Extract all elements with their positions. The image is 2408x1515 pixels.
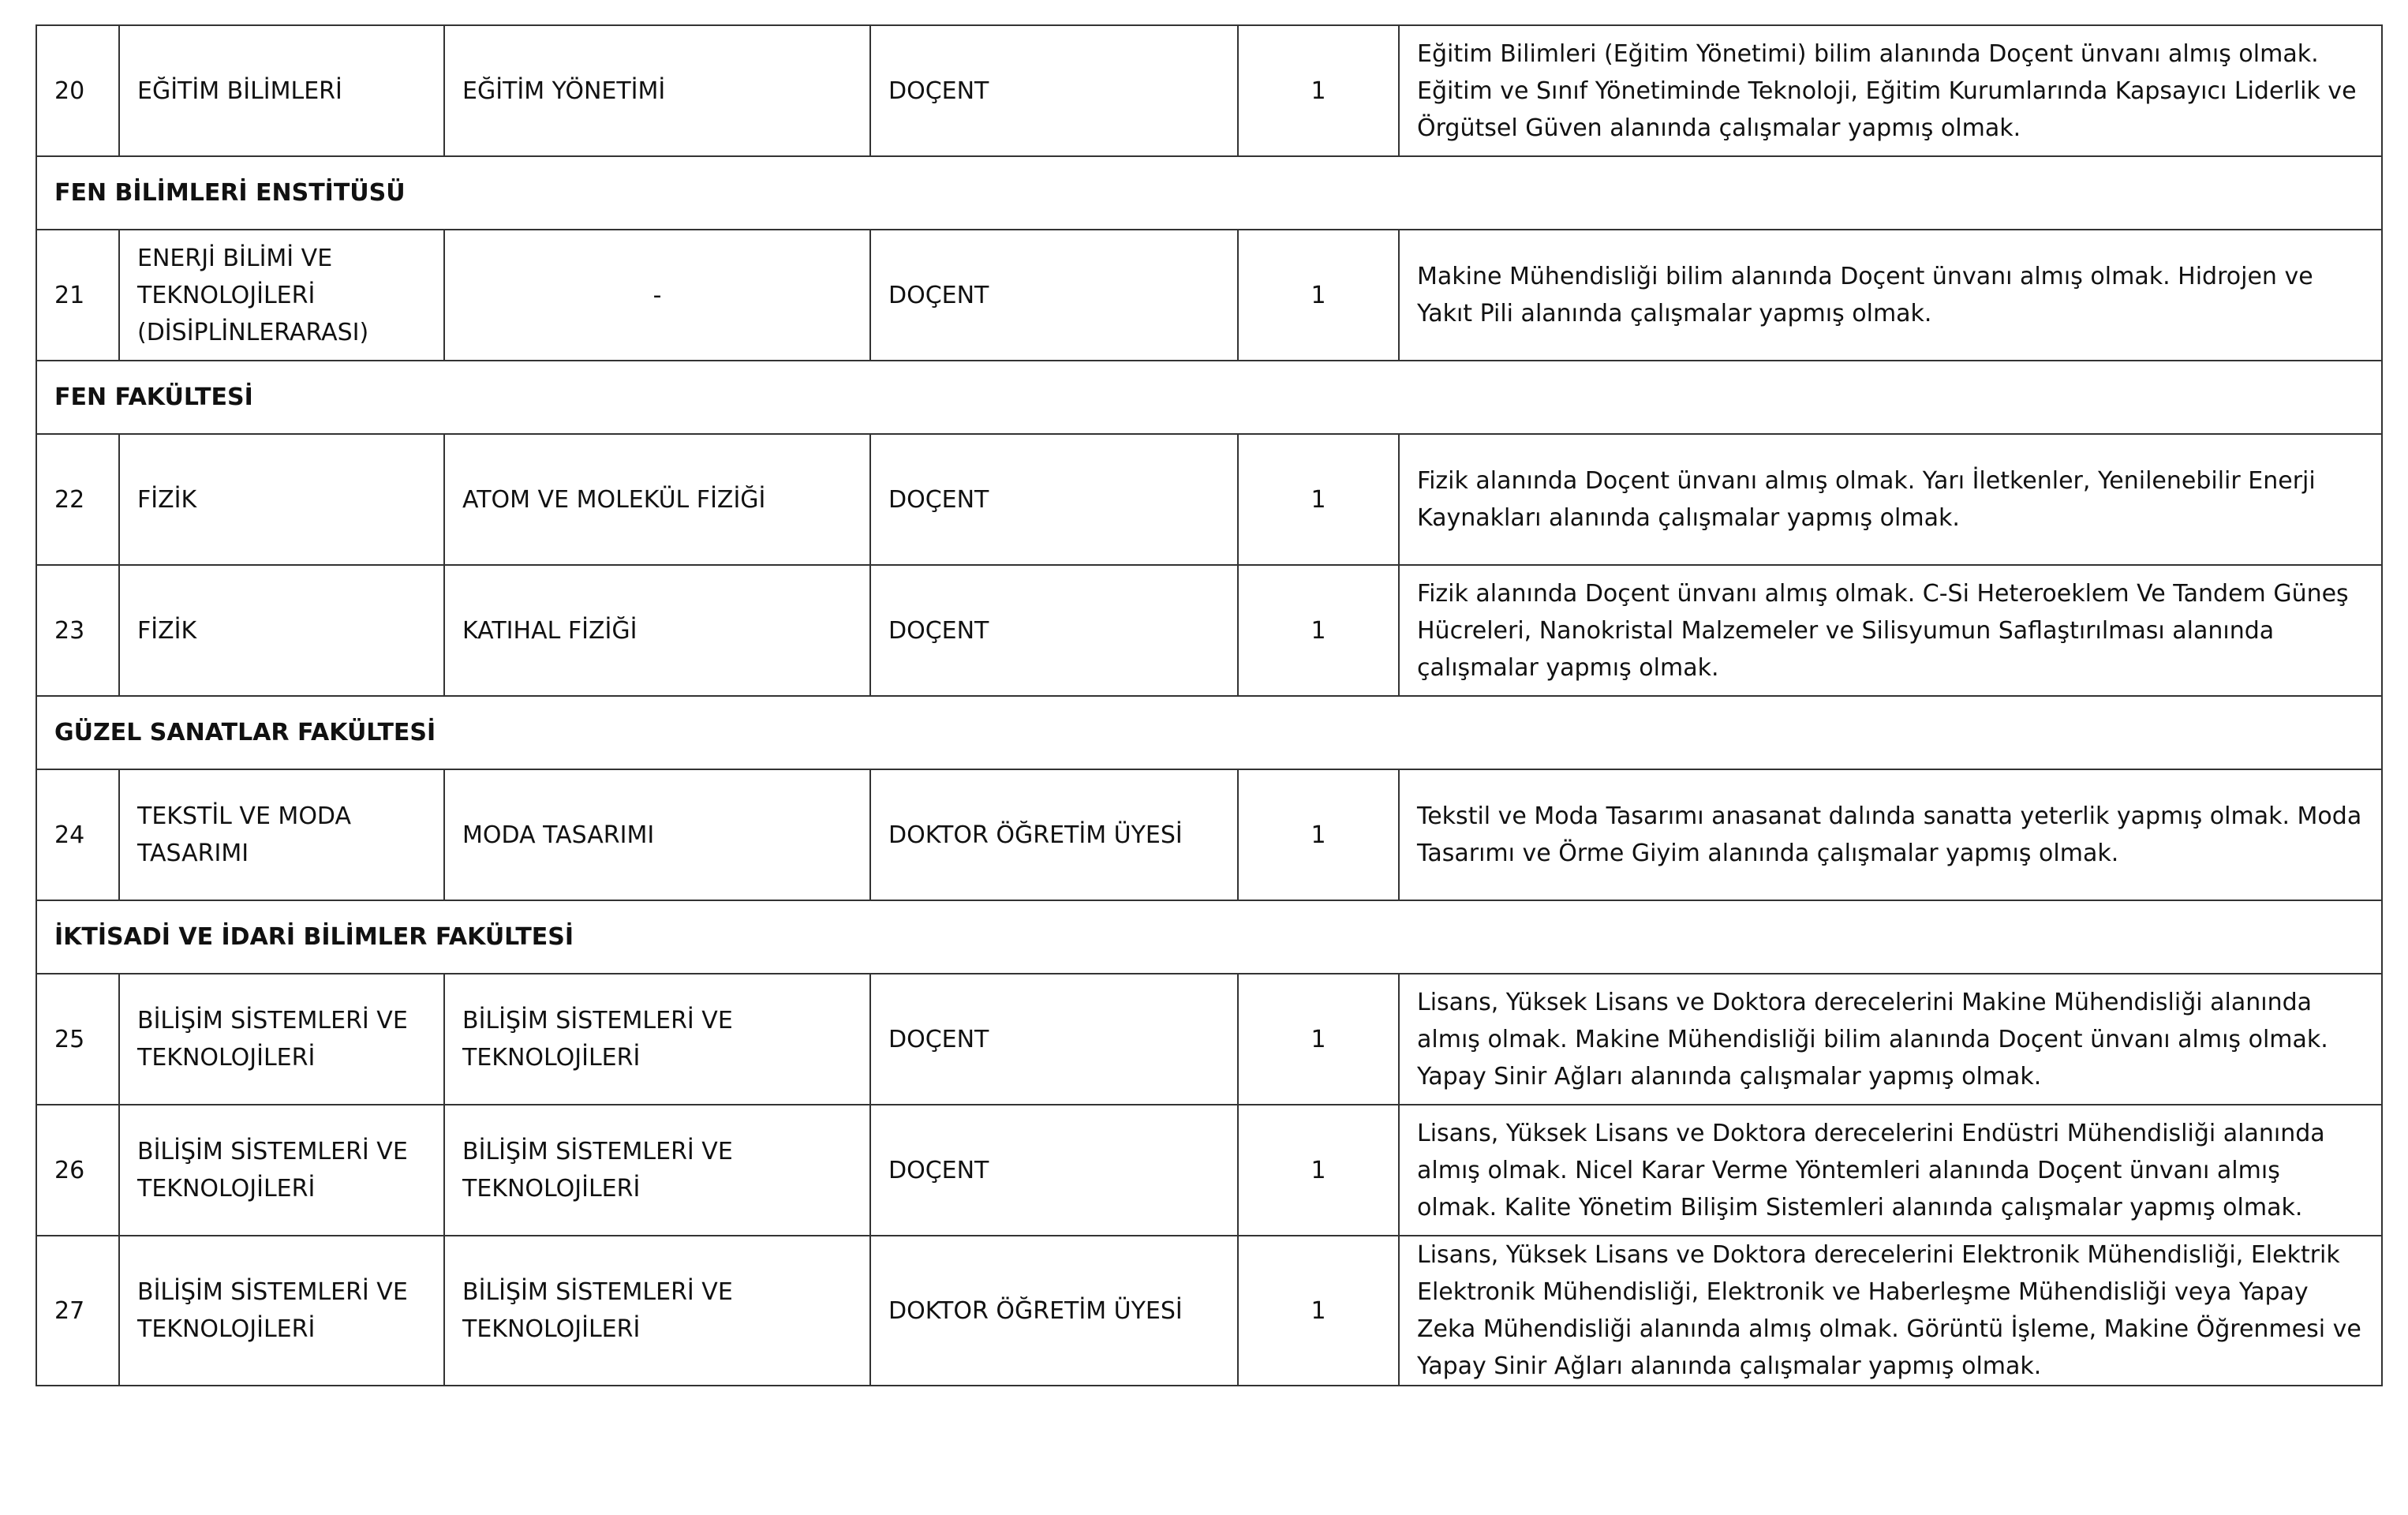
requirement-cell: Makine Mühendisliği bilim alanında Doçent ünvanı almış olmak. Hidrojen ve Yakıt Pili alanında çalışmalar yapmış olmak.: [1399, 230, 2382, 361]
position-count-cell: 1: [1238, 769, 1399, 900]
academic-title-cell: DOÇENT: [870, 230, 1238, 361]
subdepartment-cell: ATOM VE MOLEKÜL FİZİĞİ: [444, 434, 870, 565]
requirement-cell: Lisans, Yüksek Lisans ve Doktora derecelerini Elektronik Mühendisliği, Elektrik Elektronik Mühendisliği, Elektronik ve Haberleşme Mühendisliği veya Yapay Zeka Mühendisliği alanında almış olmak. Görüntü İşleme, Makine Öğrenmesi ve Yapay Sinir Ağları alanında çalışmalar yapmış olmak.: [1399, 1236, 2382, 1386]
requirement-cell: Fizik alanında Doçent ünvanı almış olmak. Yarı İletkenler, Yenilenebilir Enerji Kaynakları alanında çalışmalar yapmış olmak.: [1399, 434, 2382, 565]
section-header-row: [36, 156, 2382, 230]
department-cell: EĞİTİM BİLİMLERİ: [119, 25, 444, 156]
row-number-cell: 26: [36, 1105, 119, 1236]
requirement-cell: Lisans, Yüksek Lisans ve Doktora derecelerini Endüstri Mühendisliği alanında almış olmak. Nicel Karar Verme Yöntemleri alanında Doçent ünvanı almış olmak. Kalite Yönetim Bilişim Sistemleri alanında çalışmalar yapmış olmak.: [1399, 1105, 2382, 1236]
requirement-cell: Eğitim Bilimleri (Eğitim Yönetimi) bilim alanında Doçent ünvanı almış olmak. Eğitim ve Sınıf Yönetiminde Teknoloji, Eğitim Kurumlarında Kapsayıcı Liderlik ve Örgütsel Güven alanında çalışmalar yapmış olmak.: [1399, 25, 2382, 156]
academic-title-cell: DOÇENT: [870, 1105, 1238, 1236]
department-cell: BİLİŞİM SİSTEMLERİ VE TEKNOLOJİLERİ: [119, 974, 444, 1105]
table-row: [36, 1105, 2382, 1236]
section-header-row: [36, 696, 2382, 769]
subdepartment-cell: BİLİŞİM SİSTEMLERİ VE TEKNOLOJİLERİ: [444, 1236, 870, 1386]
position-count-cell: 1: [1238, 974, 1399, 1105]
department-cell: TEKSTİL VE MODA TASARIMI: [119, 769, 444, 900]
subdepartment-cell: BİLİŞİM SİSTEMLERİ VE TEKNOLOJİLERİ: [444, 1105, 870, 1236]
requirement-cell: Lisans, Yüksek Lisans ve Doktora derecelerini Makine Mühendisliği alanında almış olmak. Makine Mühendisliği bilim alanında Doçent ünvanı almış olmak. Yapay Sinir Ağları alanında çalışmalar yapmış olmak.: [1399, 974, 2382, 1105]
position-count-cell: 1: [1238, 565, 1399, 696]
subdepartment-cell: KATIHAL FİZİĞİ: [444, 565, 870, 696]
department-cell: ENERJİ BİLİMİ VE TEKNOLOJİLERİ (DİSİPLİNLERARASI): [119, 230, 444, 361]
academic-title-cell: DOÇENT: [870, 25, 1238, 156]
table-row: [36, 769, 2382, 900]
table-row: [36, 434, 2382, 565]
table-row: [36, 25, 2382, 156]
academic-title-cell: DOKTOR ÖĞRETİM ÜYESİ: [870, 769, 1238, 900]
document-page: [36, 24, 2381, 1386]
position-count-cell: 1: [1238, 1236, 1399, 1386]
requirement-cell: Fizik alanında Doçent ünvanı almış olmak. C-Si Heteroeklem Ve Tandem Güneş Hücreleri, Nanokristal Malzemeler ve Silisyumun Saflaştırılması alanında çalışmalar yapmış olmak.: [1399, 565, 2382, 696]
row-number-cell: 21: [36, 230, 119, 361]
subdepartment-cell: MODA TASARIMI: [444, 769, 870, 900]
row-number-cell: 20: [36, 25, 119, 156]
academic-title-cell: DOKTOR ÖĞRETİM ÜYESİ: [870, 1236, 1238, 1386]
row-number-cell: 24: [36, 769, 119, 900]
academic-title-cell: DOÇENT: [870, 434, 1238, 565]
section-header-row: [36, 900, 2382, 974]
faculty-position-table: [36, 24, 2383, 1386]
table-row: [36, 974, 2382, 1105]
position-count-cell: 1: [1238, 25, 1399, 156]
department-cell: BİLİŞİM SİSTEMLERİ VE TEKNOLOJİLERİ: [119, 1236, 444, 1386]
section-header-label: İKTİSADİ VE İDARİ BİLİMLER FAKÜLTESİ: [36, 900, 2382, 974]
department-cell: FİZİK: [119, 565, 444, 696]
row-number-cell: 27: [36, 1236, 119, 1386]
position-count-cell: 1: [1238, 434, 1399, 565]
academic-title-cell: DOÇENT: [870, 974, 1238, 1105]
position-count-cell: 1: [1238, 1105, 1399, 1236]
section-header-label: GÜZEL SANATLAR FAKÜLTESİ: [36, 696, 2382, 769]
row-number-cell: 22: [36, 434, 119, 565]
subdepartment-cell: EĞİTİM YÖNETİMİ: [444, 25, 870, 156]
table-row: [36, 1236, 2382, 1386]
table-row: [36, 565, 2382, 696]
section-header-label: FEN FAKÜLTESİ: [36, 361, 2382, 434]
department-cell: FİZİK: [119, 434, 444, 565]
section-header-label: FEN BİLİMLERİ ENSTİTÜSÜ: [36, 156, 2382, 230]
department-cell: BİLİŞİM SİSTEMLERİ VE TEKNOLOJİLERİ: [119, 1105, 444, 1236]
row-number-cell: 25: [36, 974, 119, 1105]
table-body: [36, 25, 2382, 1386]
subdepartment-cell: -: [444, 230, 870, 361]
position-count-cell: 1: [1238, 230, 1399, 361]
row-number-cell: 23: [36, 565, 119, 696]
subdepartment-cell: BİLİŞİM SİSTEMLERİ VE TEKNOLOJİLERİ: [444, 974, 870, 1105]
section-header-row: [36, 361, 2382, 434]
requirement-cell: Tekstil ve Moda Tasarımı anasanat dalında sanatta yeterlik yapmış olmak. Moda Tasarımı ve Örme Giyim alanında çalışmalar yapmış olmak.: [1399, 769, 2382, 900]
table-row: [36, 230, 2382, 361]
academic-title-cell: DOÇENT: [870, 565, 1238, 696]
